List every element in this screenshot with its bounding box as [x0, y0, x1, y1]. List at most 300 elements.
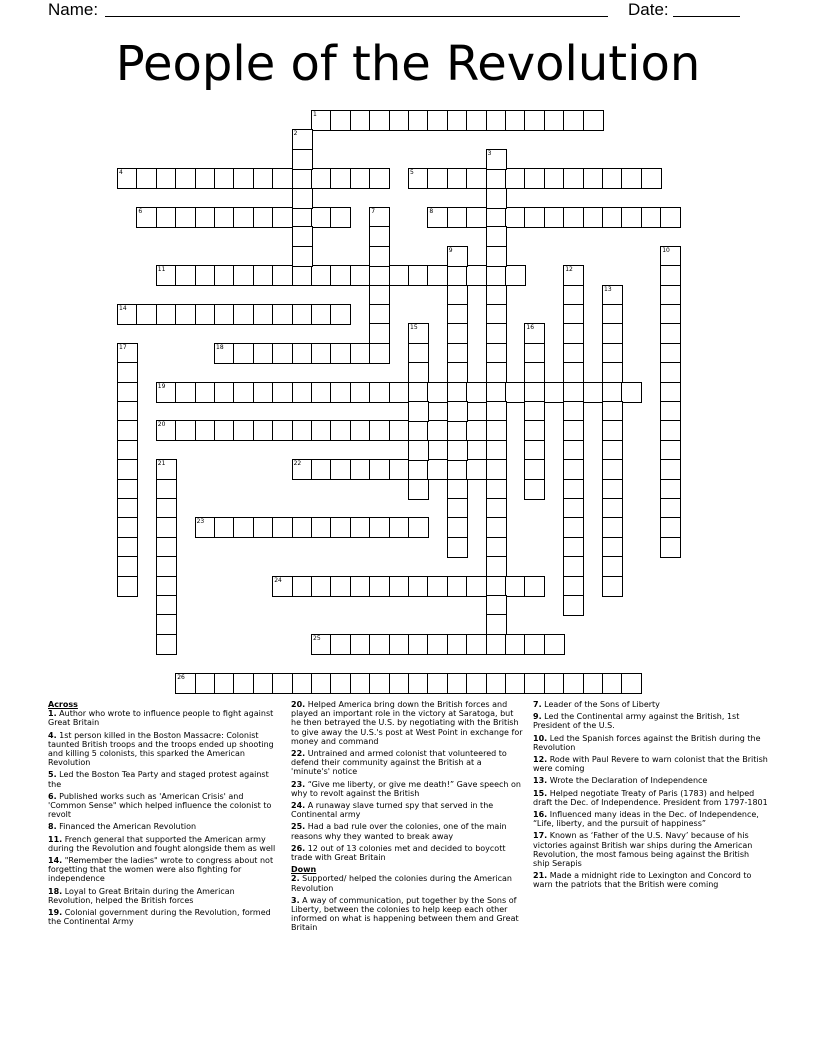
grid-cell[interactable]: [641, 207, 662, 228]
grid-cell[interactable]: [486, 634, 507, 655]
grid-cell[interactable]: [292, 343, 313, 364]
grid-cell[interactable]: [486, 168, 507, 189]
grid-cell[interactable]: [350, 343, 371, 364]
grid-cell[interactable]: [505, 382, 526, 403]
grid-cell[interactable]: [524, 673, 545, 694]
grid-cell[interactable]: [602, 420, 623, 441]
grid-cell[interactable]: [253, 420, 274, 441]
grid-cell[interactable]: [427, 265, 448, 286]
grid-cell[interactable]: [117, 362, 138, 383]
grid-cell[interactable]: [311, 110, 332, 131]
grid-cell[interactable]: [408, 265, 429, 286]
grid-cell[interactable]: [602, 323, 623, 344]
grid-cell[interactable]: [563, 459, 584, 480]
grid-cell[interactable]: [563, 401, 584, 422]
grid-cell[interactable]: [408, 110, 429, 131]
grid-cell[interactable]: [369, 673, 390, 694]
grid-cell[interactable]: [292, 188, 313, 209]
grid-cell[interactable]: [447, 517, 468, 538]
grid-cell[interactable]: [175, 304, 196, 325]
grid-cell[interactable]: [195, 207, 216, 228]
grid-cell[interactable]: [117, 498, 138, 519]
grid-cell[interactable]: [117, 440, 138, 461]
grid-cell[interactable]: [389, 673, 410, 694]
grid-cell[interactable]: [486, 246, 507, 267]
grid-cell[interactable]: [311, 207, 332, 228]
grid-cell[interactable]: [350, 517, 371, 538]
grid-cell[interactable]: [466, 420, 487, 441]
grid-cell[interactable]: [447, 362, 468, 383]
grid-cell[interactable]: [660, 420, 681, 441]
grid-cell[interactable]: [389, 110, 410, 131]
grid-cell[interactable]: [408, 673, 429, 694]
grid-cell[interactable]: [602, 537, 623, 558]
grid-cell[interactable]: [330, 207, 351, 228]
grid-cell[interactable]: [466, 207, 487, 228]
grid-cell[interactable]: [292, 207, 313, 228]
grid-cell[interactable]: [330, 576, 351, 597]
grid-cell[interactable]: [292, 265, 313, 286]
grid-cell[interactable]: [233, 420, 254, 441]
grid-cell[interactable]: [563, 440, 584, 461]
grid-cell[interactable]: [524, 576, 545, 597]
grid-cell[interactable]: [602, 207, 623, 228]
grid-cell[interactable]: [466, 265, 487, 286]
grid-cell[interactable]: [330, 517, 351, 538]
grid-cell[interactable]: [214, 343, 235, 364]
grid-cell[interactable]: [602, 401, 623, 422]
grid-cell[interactable]: [408, 343, 429, 364]
grid-cell[interactable]: [369, 343, 390, 364]
grid-cell[interactable]: [427, 207, 448, 228]
grid-cell[interactable]: [311, 576, 332, 597]
grid-cell[interactable]: [369, 304, 390, 325]
grid-cell[interactable]: [427, 382, 448, 403]
grid-cell[interactable]: [563, 576, 584, 597]
grid-cell[interactable]: [330, 459, 351, 480]
grid-cell[interactable]: [524, 168, 545, 189]
grid-cell[interactable]: [389, 420, 410, 441]
grid-cell[interactable]: [486, 304, 507, 325]
grid-cell[interactable]: [350, 459, 371, 480]
grid-cell[interactable]: [350, 110, 371, 131]
grid-cell[interactable]: [175, 673, 196, 694]
grid-cell[interactable]: [350, 168, 371, 189]
grid-cell[interactable]: [524, 479, 545, 500]
grid-cell[interactable]: [233, 517, 254, 538]
grid-cell[interactable]: [486, 343, 507, 364]
grid-cell[interactable]: [292, 673, 313, 694]
grid-cell[interactable]: [524, 420, 545, 441]
grid-cell[interactable]: [544, 634, 565, 655]
grid-cell[interactable]: [330, 304, 351, 325]
grid-cell[interactable]: [117, 576, 138, 597]
grid-cell[interactable]: [369, 168, 390, 189]
grid-cell[interactable]: [330, 382, 351, 403]
grid-cell[interactable]: [660, 498, 681, 519]
grid-cell[interactable]: [311, 459, 332, 480]
grid-cell[interactable]: [602, 382, 623, 403]
grid-cell[interactable]: [486, 479, 507, 500]
grid-cell[interactable]: [563, 343, 584, 364]
grid-cell[interactable]: [330, 265, 351, 286]
grid-cell[interactable]: [253, 517, 274, 538]
grid-cell[interactable]: [563, 537, 584, 558]
grid-cell[interactable]: [621, 168, 642, 189]
grid-cell[interactable]: [447, 459, 468, 480]
grid-cell[interactable]: [505, 634, 526, 655]
grid-cell[interactable]: [505, 168, 526, 189]
grid-cell[interactable]: [466, 382, 487, 403]
grid-cell[interactable]: [621, 207, 642, 228]
grid-cell[interactable]: [602, 673, 623, 694]
grid-cell[interactable]: [350, 634, 371, 655]
grid-cell[interactable]: [583, 168, 604, 189]
grid-cell[interactable]: [466, 110, 487, 131]
grid-cell[interactable]: [214, 382, 235, 403]
grid-cell[interactable]: [505, 265, 526, 286]
grid-cell[interactable]: [214, 673, 235, 694]
grid-cell[interactable]: [389, 517, 410, 538]
grid-cell[interactable]: [272, 517, 293, 538]
grid-cell[interactable]: [156, 517, 177, 538]
grid-cell[interactable]: [369, 323, 390, 344]
grid-cell[interactable]: [330, 343, 351, 364]
grid-cell[interactable]: [486, 420, 507, 441]
grid-cell[interactable]: [447, 323, 468, 344]
grid-cell[interactable]: [195, 168, 216, 189]
grid-cell[interactable]: [330, 110, 351, 131]
grid-cell[interactable]: [505, 207, 526, 228]
grid-cell[interactable]: [602, 498, 623, 519]
grid-cell[interactable]: [292, 459, 313, 480]
grid-cell[interactable]: [466, 634, 487, 655]
grid-cell[interactable]: [524, 362, 545, 383]
grid-cell[interactable]: [117, 168, 138, 189]
grid-cell[interactable]: [253, 207, 274, 228]
grid-cell[interactable]: [389, 265, 410, 286]
grid-cell[interactable]: [486, 537, 507, 558]
grid-cell[interactable]: [660, 323, 681, 344]
grid-cell[interactable]: [447, 401, 468, 422]
grid-cell[interactable]: [447, 246, 468, 267]
grid-cell[interactable]: [602, 576, 623, 597]
grid-cell[interactable]: [214, 517, 235, 538]
grid-cell[interactable]: [233, 673, 254, 694]
grid-cell[interactable]: [505, 576, 526, 597]
grid-cell[interactable]: [389, 382, 410, 403]
grid-cell[interactable]: [408, 634, 429, 655]
grid-cell[interactable]: [602, 362, 623, 383]
grid-cell[interactable]: [408, 382, 429, 403]
grid-cell[interactable]: [447, 265, 468, 286]
grid-cell[interactable]: [253, 168, 274, 189]
grid-cell[interactable]: [447, 673, 468, 694]
grid-cell[interactable]: [486, 285, 507, 306]
grid-cell[interactable]: [427, 168, 448, 189]
grid-cell[interactable]: [660, 285, 681, 306]
grid-cell[interactable]: [369, 634, 390, 655]
grid-cell[interactable]: [311, 343, 332, 364]
grid-cell[interactable]: [214, 304, 235, 325]
grid-cell[interactable]: [117, 479, 138, 500]
grid-cell[interactable]: [486, 110, 507, 131]
grid-cell[interactable]: [272, 304, 293, 325]
grid-cell[interactable]: [486, 265, 507, 286]
grid-cell[interactable]: [447, 537, 468, 558]
grid-cell[interactable]: [524, 634, 545, 655]
grid-cell[interactable]: [253, 343, 274, 364]
grid-cell[interactable]: [524, 401, 545, 422]
grid-cell[interactable]: [136, 168, 157, 189]
grid-cell[interactable]: [563, 420, 584, 441]
grid-cell[interactable]: [195, 265, 216, 286]
grid-cell[interactable]: [175, 207, 196, 228]
grid-cell[interactable]: [427, 459, 448, 480]
grid-cell[interactable]: [330, 168, 351, 189]
grid-cell[interactable]: [447, 110, 468, 131]
grid-cell[interactable]: [369, 207, 390, 228]
grid-cell[interactable]: [524, 459, 545, 480]
grid-cell[interactable]: [233, 265, 254, 286]
grid-cell[interactable]: [292, 168, 313, 189]
grid-cell[interactable]: [156, 304, 177, 325]
grid-cell[interactable]: [272, 420, 293, 441]
grid-cell[interactable]: [330, 634, 351, 655]
grid-cell[interactable]: [544, 110, 565, 131]
grid-cell[interactable]: [602, 343, 623, 364]
grid-cell[interactable]: [660, 246, 681, 267]
grid-cell[interactable]: [233, 304, 254, 325]
grid-cell[interactable]: [524, 382, 545, 403]
grid-cell[interactable]: [505, 673, 526, 694]
grid-cell[interactable]: [563, 304, 584, 325]
grid-cell[interactable]: [156, 207, 177, 228]
grid-cell[interactable]: [369, 517, 390, 538]
grid-cell[interactable]: [447, 479, 468, 500]
grid-cell[interactable]: [156, 459, 177, 480]
grid-cell[interactable]: [311, 265, 332, 286]
grid-cell[interactable]: [583, 382, 604, 403]
grid-cell[interactable]: [563, 595, 584, 616]
grid-cell[interactable]: [486, 188, 507, 209]
grid-cell[interactable]: [214, 420, 235, 441]
grid-cell[interactable]: [563, 382, 584, 403]
grid-cell[interactable]: [195, 673, 216, 694]
grid-cell[interactable]: [505, 110, 526, 131]
grid-cell[interactable]: [195, 517, 216, 538]
name-field[interactable]: [105, 16, 608, 17]
grid-cell[interactable]: [369, 246, 390, 267]
grid-cell[interactable]: [563, 517, 584, 538]
grid-cell[interactable]: [292, 304, 313, 325]
grid-cell[interactable]: [350, 420, 371, 441]
grid-cell[interactable]: [156, 537, 177, 558]
grid-cell[interactable]: [408, 362, 429, 383]
grid-cell[interactable]: [660, 382, 681, 403]
grid-cell[interactable]: [486, 576, 507, 597]
grid-cell[interactable]: [466, 673, 487, 694]
grid-cell[interactable]: [253, 673, 274, 694]
grid-cell[interactable]: [311, 517, 332, 538]
grid-cell[interactable]: [175, 168, 196, 189]
grid-cell[interactable]: [117, 304, 138, 325]
grid-cell[interactable]: [156, 595, 177, 616]
grid-cell[interactable]: [486, 595, 507, 616]
grid-cell[interactable]: [253, 304, 274, 325]
grid-cell[interactable]: [292, 246, 313, 267]
grid-cell[interactable]: [602, 285, 623, 306]
grid-cell[interactable]: [563, 498, 584, 519]
grid-cell[interactable]: [272, 265, 293, 286]
grid-cell[interactable]: [311, 304, 332, 325]
grid-cell[interactable]: [369, 110, 390, 131]
grid-cell[interactable]: [156, 168, 177, 189]
grid-cell[interactable]: [447, 420, 468, 441]
grid-cell[interactable]: [602, 556, 623, 577]
grid-cell[interactable]: [660, 479, 681, 500]
grid-cell[interactable]: [350, 673, 371, 694]
grid-cell[interactable]: [330, 673, 351, 694]
grid-cell[interactable]: [563, 168, 584, 189]
grid-cell[interactable]: [408, 420, 429, 441]
grid-cell[interactable]: [369, 226, 390, 247]
grid-cell[interactable]: [195, 304, 216, 325]
grid-cell[interactable]: [214, 168, 235, 189]
grid-cell[interactable]: [117, 401, 138, 422]
grid-cell[interactable]: [524, 323, 545, 344]
grid-cell[interactable]: [156, 556, 177, 577]
grid-cell[interactable]: [117, 382, 138, 403]
grid-cell[interactable]: [292, 576, 313, 597]
grid-cell[interactable]: [544, 168, 565, 189]
grid-cell[interactable]: [427, 420, 448, 441]
grid-cell[interactable]: [544, 673, 565, 694]
grid-cell[interactable]: [311, 382, 332, 403]
grid-cell[interactable]: [117, 556, 138, 577]
grid-cell[interactable]: [330, 420, 351, 441]
grid-cell[interactable]: [175, 265, 196, 286]
grid-cell[interactable]: [350, 265, 371, 286]
grid-cell[interactable]: [544, 382, 565, 403]
grid-cell[interactable]: [660, 440, 681, 461]
grid-cell[interactable]: [408, 323, 429, 344]
grid-cell[interactable]: [486, 401, 507, 422]
grid-cell[interactable]: [156, 614, 177, 635]
grid-cell[interactable]: [195, 420, 216, 441]
grid-cell[interactable]: [524, 110, 545, 131]
date-field[interactable]: [673, 16, 740, 17]
grid-cell[interactable]: [524, 207, 545, 228]
grid-cell[interactable]: [408, 168, 429, 189]
grid-cell[interactable]: [253, 382, 274, 403]
grid-cell[interactable]: [486, 207, 507, 228]
grid-cell[interactable]: [233, 382, 254, 403]
grid-cell[interactable]: [486, 459, 507, 480]
grid-cell[interactable]: [408, 479, 429, 500]
grid-cell[interactable]: [660, 401, 681, 422]
grid-cell[interactable]: [156, 479, 177, 500]
grid-cell[interactable]: [136, 207, 157, 228]
grid-cell[interactable]: [563, 556, 584, 577]
grid-cell[interactable]: [563, 323, 584, 344]
grid-cell[interactable]: [486, 382, 507, 403]
grid-cell[interactable]: [660, 304, 681, 325]
grid-cell[interactable]: [195, 382, 216, 403]
grid-cell[interactable]: [175, 382, 196, 403]
grid-cell[interactable]: [447, 207, 468, 228]
grid-cell[interactable]: [272, 207, 293, 228]
grid-cell[interactable]: [602, 440, 623, 461]
grid-cell[interactable]: [447, 576, 468, 597]
grid-cell[interactable]: [214, 207, 235, 228]
grid-cell[interactable]: [175, 420, 196, 441]
grid-cell[interactable]: [486, 440, 507, 461]
grid-cell[interactable]: [253, 265, 274, 286]
grid-cell[interactable]: [486, 556, 507, 577]
grid-cell[interactable]: [447, 440, 468, 461]
grid-cell[interactable]: [660, 362, 681, 383]
grid-cell[interactable]: [408, 440, 429, 461]
grid-cell[interactable]: [583, 207, 604, 228]
grid-cell[interactable]: [447, 382, 468, 403]
grid-cell[interactable]: [583, 110, 604, 131]
grid-cell[interactable]: [272, 673, 293, 694]
grid-cell[interactable]: [486, 614, 507, 635]
grid-cell[interactable]: [563, 479, 584, 500]
grid-cell[interactable]: [621, 673, 642, 694]
grid-cell[interactable]: [408, 459, 429, 480]
grid-cell[interactable]: [156, 382, 177, 403]
grid-cell[interactable]: [311, 673, 332, 694]
grid-cell[interactable]: [563, 265, 584, 286]
grid-cell[interactable]: [156, 634, 177, 655]
grid-cell[interactable]: [369, 265, 390, 286]
grid-cell[interactable]: [408, 517, 429, 538]
grid-cell[interactable]: [524, 343, 545, 364]
grid-cell[interactable]: [369, 285, 390, 306]
grid-cell[interactable]: [117, 459, 138, 480]
grid-cell[interactable]: [660, 517, 681, 538]
grid-cell[interactable]: [156, 420, 177, 441]
grid-cell[interactable]: [350, 382, 371, 403]
grid-cell[interactable]: [602, 459, 623, 480]
grid-cell[interactable]: [563, 285, 584, 306]
grid-cell[interactable]: [486, 149, 507, 170]
grid-cell[interactable]: [156, 498, 177, 519]
grid-cell[interactable]: [117, 537, 138, 558]
grid-cell[interactable]: [563, 673, 584, 694]
grid-cell[interactable]: [660, 207, 681, 228]
grid-cell[interactable]: [447, 304, 468, 325]
grid-cell[interactable]: [486, 323, 507, 344]
grid-cell[interactable]: [447, 343, 468, 364]
grid-cell[interactable]: [292, 382, 313, 403]
grid-cell[interactable]: [447, 285, 468, 306]
grid-cell[interactable]: [311, 420, 332, 441]
grid-cell[interactable]: [427, 576, 448, 597]
grid-cell[interactable]: [369, 420, 390, 441]
grid-cell[interactable]: [350, 576, 371, 597]
grid-cell[interactable]: [136, 304, 157, 325]
grid-cell[interactable]: [660, 537, 681, 558]
grid-cell[interactable]: [272, 343, 293, 364]
grid-cell[interactable]: [602, 304, 623, 325]
grid-cell[interactable]: [486, 362, 507, 383]
grid-cell[interactable]: [389, 576, 410, 597]
grid-cell[interactable]: [408, 401, 429, 422]
grid-cell[interactable]: [544, 207, 565, 228]
